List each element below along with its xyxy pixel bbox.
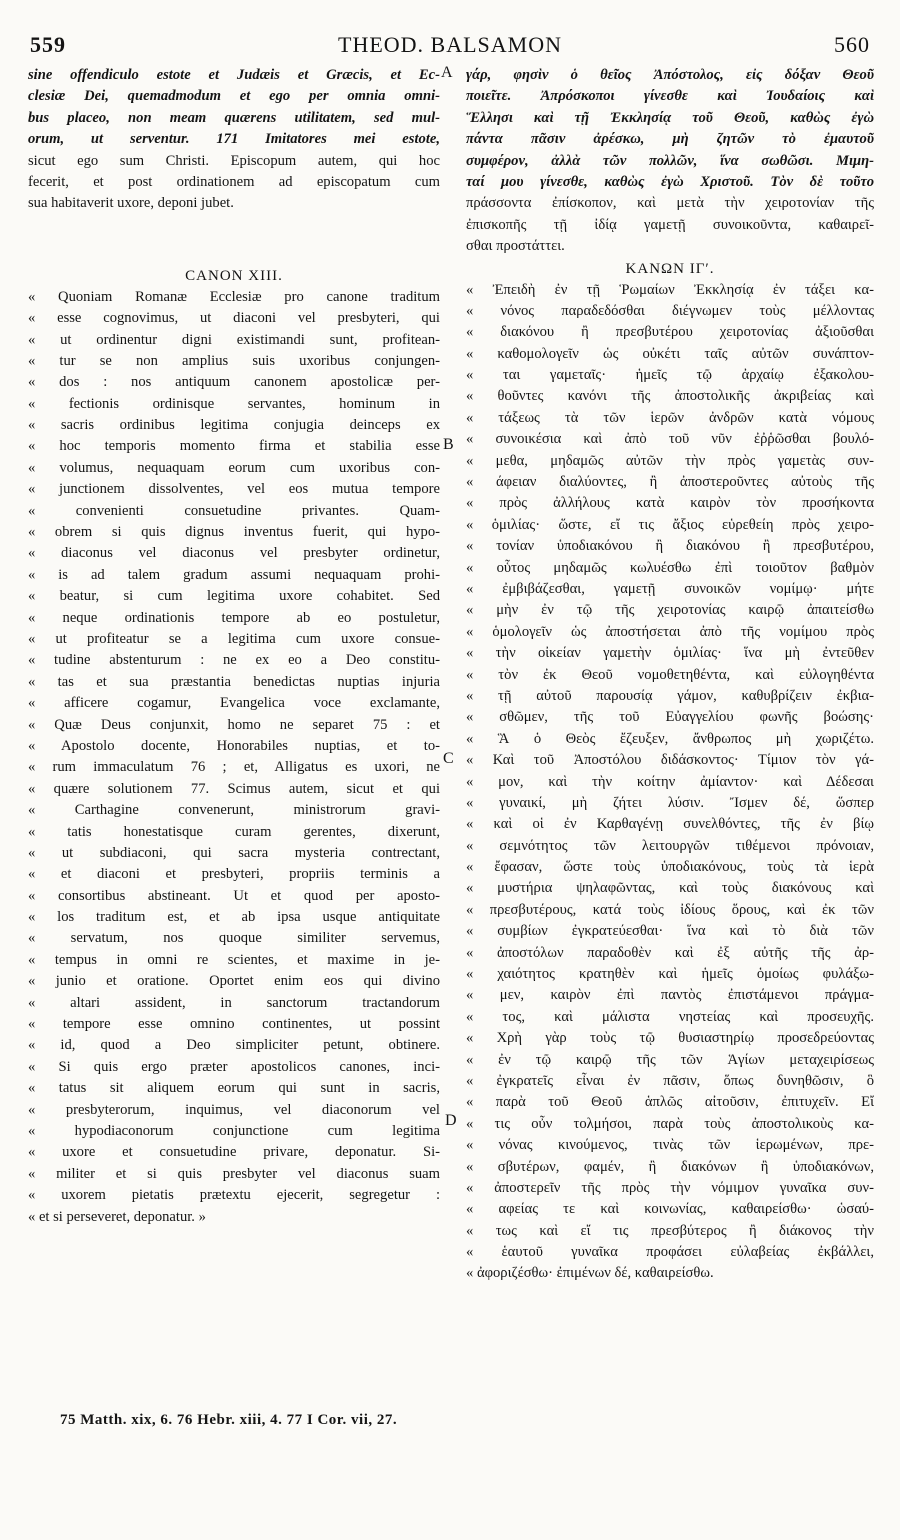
text-line: Ἕλλησι καὶ τῇ Ἐκκλησίᾳ τοῦ Θεοῦ, καθὼς ἐγὼ xyxy=(466,109,874,126)
text-line: « ἐγκρατεῖς εἶναι ἐν πᾶσιν, ὅπως δυνηθῶσιν, ὃ xyxy=(466,1072,874,1089)
text-line: « ὁμολογεῖν ὡς ἀποστήσεται ἀπὸ τῆς νομίμου πρὸς xyxy=(466,623,874,640)
text-line: « ται γαμεταῖς· ἡμεῖς τῷ ἀρχαίῳ ἐξακολου- xyxy=(466,367,874,384)
text-line: « servatum, nos quoque similiter servemus, xyxy=(28,930,440,947)
text-line: « τάξεως τὰ τῶν ἱερῶν ἀνδρῶν κατὰ νόμους xyxy=(466,409,874,426)
text-line: « Carthagine convenerunt, ministrorum gravi- xyxy=(28,802,440,819)
text-line: « άφειαν διαλύοντες, ἢ ἀποστεροῦντες αὐτοὺς τῆς xyxy=(466,474,874,491)
text-line: « tatis honestatisque curam gerentes, dixerunt, xyxy=(28,823,440,840)
text-line: « χαιότητος κρατηθὲν καὶ ἡμεῖς ὁμοίως φυλάξω- xyxy=(466,966,874,983)
text-line: « γυναικί, μὴ ζήτει λύσιν. Ἴσμεν δέ, ὥσπερ xyxy=(466,794,874,811)
text-line: « et si perseveret, deponatur. » xyxy=(28,1208,206,1225)
latin-intro-text xyxy=(28,65,440,215)
text-line: γάρ, φησὶν ὁ θεῖος Ἀπόστολος, εἰς δόξαν Θεοῦ xyxy=(466,67,874,83)
text-line: « ἀφοριζέσθω· ἐπιμένων δέ, καθαιρείσθω. xyxy=(466,1265,714,1282)
text-line: « τις οὖν τολμήσοι, παρὰ τοὺς ἀποστολικοὺς κα- xyxy=(466,1115,874,1132)
text-line: « οὗτος μηδαμῶς κωλυέσθω ἐπὶ τοιοῦτον βαθμὸν xyxy=(466,559,874,576)
text-line: « Ἐπειδὴ ἐν τῇ Ῥωμαίων Ἐκκλησίᾳ ἐν τάξει κα- xyxy=(466,281,874,298)
text-line: « rum immaculatum 76 ; et, Alligatus es uxori, ne xyxy=(28,759,440,776)
text-line: « ut profiteatur se a legitima cum uxore consue- xyxy=(28,630,440,647)
margin-letter-a: A xyxy=(441,64,453,81)
text-line: « καθομολογεῖν ὡς οὐκέτι ταῖς αὐτῶν συνάπτον- xyxy=(466,345,874,362)
text-line: « τονίαν ὑποδιακόνου ἢ διακόνου ἢ πρεσβυτέρου, xyxy=(466,538,874,555)
text-line: « ἐμβιβάζεσθαι, γαμετῇ συνοικῶν νομίμῳ· μήτε xyxy=(466,580,874,597)
text-line: « ὁμιλίας· ὥστε, εἴ τις ἄξιος εὑρεθείη πρὸς χειρο- xyxy=(466,516,874,533)
text-line: ταί μου γίνεσθε, καθὼς ἐγὼ Χριστοῦ. Τὸν δὲ τοῦτο xyxy=(466,173,874,190)
text-line: « ἀποστόλων παραδοθὲν καὶ ἐξ αὐτῆς τῆς ἀρ- xyxy=(466,944,874,961)
text-line: sine offendiculo estote et Judæis et Græcis, et Ec- xyxy=(28,67,440,83)
text-line: « θοῦντες κανόνι τῆς ἀποστολικῆς ἀκριβείας καὶ xyxy=(466,388,874,405)
text-line: « μὴν ἐν τῷ τῆς χειροτονίας καιρῷ ἀπαιτείσθω xyxy=(466,602,874,619)
text-line: clesiæ Dei, quemadmodum et ego per omnia omni- xyxy=(28,88,440,105)
text-line: « beatur, si cum legitima uxore cohabitet. Sed xyxy=(28,588,440,605)
greek-canon-title: ΚΑΝΩΝ ΙΓʹ. xyxy=(625,260,715,277)
text-line: « Quæ Deus conjunxit, homo ne separet 75 : et xyxy=(28,716,440,733)
text-line: « τος, καὶ μάλιστα νηστείας καὶ προσευχῆς. xyxy=(466,1008,874,1025)
text-line: « altari assident, in sanctorum tractandorum xyxy=(28,994,440,1011)
text-line: « πρὸς ἀλλήλους κατὰ καιρὸν τὸν προσήκοντα xyxy=(466,495,874,512)
text-line: « tempus in omni re scientes, et maxime in je- xyxy=(28,951,440,968)
text-line: « ἔφασαν, ὥστε τοὺς ὑποδιακόνους, τοὺς τὰ ἱερὰ xyxy=(466,859,874,876)
text-line: « los traditum est, et ab ipsa usque antiquitate xyxy=(28,909,440,926)
text-line: « τὸν ἐκ Θεοῦ νομοθετηθέντα, καὶ εὐλογηθέντα xyxy=(466,666,874,683)
text-line: πάντα πᾶσιν ἀρέσκω, μὴ ζητῶν τὸ ἐμαυτοῦ xyxy=(466,131,874,148)
text-line: « καὶ οἱ ἐν Καρθαγένῃ συνελθόντες, τῆς ἐν βίῳ xyxy=(466,816,874,833)
text-line: « νόνας κινούμενος, τινὰς τῶν ἱερωμένων, πρε- xyxy=(466,1137,874,1154)
text-line: « Καὶ τοῦ Ἀποστόλου διδάσκοντος· Τίμιον τὸν γά- xyxy=(466,752,874,769)
text-line: ποιεῖτε. Ἀπρόσκοποι γίνεσθε καὶ Ἰουδαίοις καὶ xyxy=(466,88,874,105)
text-line: « τὴν οἰκείαν γαμετὴν ὁμιλίας· ἵνα μὴ ἐντεῦθεν xyxy=(466,645,874,662)
text-line: « διακόνου ἢ πρεσβυτέρου χειροτονίας ἀξιοῦσθαι xyxy=(466,324,874,341)
text-line: sua habitaverit uxore, deponi jubet. xyxy=(28,195,234,212)
text-line: « σθῶμεν, τῆς τοῦ Εὐαγγελίου φωνῆς βοώσης· xyxy=(466,709,874,726)
text-line: « ἐν τῷ καιρῷ τῆς τῶν Ἁγίων μεταχειρίσεως xyxy=(466,1051,874,1068)
text-line: « id, quod a Deo simpliciter petunt, obtinere. xyxy=(28,1037,440,1054)
text-line: « fectionis ordinisque servantes, hominum in xyxy=(28,395,440,412)
text-line: « tas et sua præstantia benedictas nuptias injuria xyxy=(28,673,440,690)
greek-column xyxy=(466,65,874,1285)
text-line: συμφέρον, ἀλλὰ τῶν πολλῶν, ἵνα σωθῶσι. Μιμη- xyxy=(466,152,874,169)
text-line: « junio et oratione. Oportet enim eos qui divino xyxy=(28,973,440,990)
text-line: orum, ut serventur. 171 Imitatores mei estote, xyxy=(28,131,440,148)
text-line: « quære solutionem 77. Scimus autem, sicut et qui xyxy=(28,780,440,797)
text-line: πράσσοντα ἐπίσκοπον, καὶ μετὰ τὴν χειροτονίαν τῆς xyxy=(466,195,874,212)
text-line: « συμβίων ἐγκρατεύεσθαι· ἵνα καὶ τὸ διὰ τῶν xyxy=(466,923,874,940)
text-line: « συνοικέσια καὶ ἀπὸ τοῦ νῦν ἐῤῥῶσθαι βουλό- xyxy=(466,431,874,448)
text-line: σθαι προστάττει. xyxy=(466,238,565,255)
text-line: « μον, καὶ τὴν κοίτην ἀμίαντον· καὶ Δέδεσαι xyxy=(466,773,874,790)
text-line: « μεν, καιρὸν ἐπὶ παντὸς ἐπιστάμενοι πράγμα- xyxy=(466,987,874,1004)
text-line: « Si quis ergo præter apostolicos canones, inci- xyxy=(28,1058,440,1075)
text-line: « hoc temporis momento firma et stabilia esse xyxy=(28,438,440,455)
text-line: « tatus sit aliquem eorum qui sunt in sacris, xyxy=(28,1080,440,1097)
text-line: « πρεσβυτέρους, κατά τοὺς ἰδίους ὅρους, καὶ ἐκ τῶν xyxy=(466,901,874,918)
text-line: « τως καὶ εἴ τις πρεσβύτερος ἢ διάκονος τὴν xyxy=(466,1222,874,1239)
text-line: « neque ordinationis tempore ab eo postuletur, xyxy=(28,609,440,626)
text-line: « uxore et consuetudine privare, deponatur. Si- xyxy=(28,1144,440,1161)
footnotes: 75 Matth. xix, 6. 76 Hebr. xiii, 4. 77 I Cor. vii, 27. xyxy=(60,1412,398,1428)
text-line: « tempore esse omnino continentes, ut possint xyxy=(28,1016,440,1033)
running-header xyxy=(30,32,870,62)
text-line: « diaconus vel diaconus vel presbyter ordinetur, xyxy=(28,545,440,562)
text-line: « is ad talem gradum assumi nequaquam prohi- xyxy=(28,566,440,583)
text-line: « hypodiaconorum conjunctione cum legitima xyxy=(28,1122,440,1139)
text-line: « ἑαυτοῦ γυναῖκα προφάσει εὐλαβείας ἐκβάλλει, xyxy=(466,1244,874,1261)
text-line: « σβυτέρων, φαμέν, ἢ διακόνων ἢ ὑποδιακόνων, xyxy=(466,1158,874,1175)
text-line: « obrem si quis dignus inventus fuerit, qui hypo- xyxy=(28,524,440,541)
margin-letter-d: D xyxy=(445,1112,457,1129)
text-line: « ut ordinentur digni existimandi sunt, profitean- xyxy=(28,331,440,348)
text-line: « ἀποστερεῖν τῆς πρὸς τὴν νόμιμον γυναῖκα συν- xyxy=(466,1179,874,1196)
text-line: « esse cognovimus, ut diaconi vel presbyteri, qui xyxy=(28,310,440,327)
text-line: « presbyterorum, inquimus, vel diaconorum vel xyxy=(28,1101,440,1118)
text-line: « αφείας τε καὶ κοινωνίας, καθαιρείσθω· ὡσαύ- xyxy=(466,1201,874,1218)
text-line: « Quoniam Romanæ Ecclesiæ pro canone traditum xyxy=(28,288,440,305)
page-number-left: 559 xyxy=(30,32,66,57)
text-line: « et diaconi et presbyteri, propriis terminis a xyxy=(28,866,440,883)
text-line: « militer et si quis presbyter vel diaconus suam xyxy=(28,1165,440,1182)
text-line: « sacris ordinibus legitima conjugia deinceps ex xyxy=(28,417,440,434)
text-line: « Ἃ ὁ Θεὸς ἔζευξεν, ἄνθρωπος μὴ χωριζέτω. xyxy=(466,730,874,747)
text-line: « Apostolo docente, Honorabiles nuptias, et to- xyxy=(28,737,440,754)
column-gap xyxy=(28,215,440,265)
latin-canon-title: CANON XIII. xyxy=(185,267,283,284)
greek-canon-text xyxy=(466,280,874,1285)
text-line: « παρὰ τοῦ Θεοῦ ἁπλῶς αἰτοῦσιν, ἐπιτυχεῖν. Εἴ xyxy=(466,1094,874,1111)
text-line: « tudine abstenturum : ne ex eo a Deo constitu- xyxy=(28,652,440,669)
latin-column xyxy=(28,65,440,1228)
text-line: « afficere cogamur, Evangelica voce exclamante, xyxy=(28,695,440,712)
greek-intro-text xyxy=(466,65,874,258)
text-line: « νόνος παραδεδόσθαι διέγνωμεν τοὺς μέλλοντας xyxy=(466,302,874,319)
text-line: « Χρὴ γὰρ τοὺς τῷ θυσιαστηρίῳ προσεδρεύοντας xyxy=(466,1030,874,1047)
text-line: « dos : nos antiquum canonem apostolicæ per- xyxy=(28,374,440,391)
text-line: « μεθα, μηδαμῶς αὐτῶν τὴν πρὸς γαμετὰς συν- xyxy=(466,452,874,469)
margin-letter-b: B xyxy=(443,436,454,453)
running-title: THEOD. BALSAMON xyxy=(338,32,562,57)
text-line: « tur se non amplius suis uxoribus conjungen- xyxy=(28,352,440,369)
text-line: sicut ego sum Christi. Episcopum autem, qui hoc xyxy=(28,152,440,169)
text-line: « τῇ αὐτοῦ παρουσίᾳ γάμον, καθυβρίζειν ἐκβια- xyxy=(466,687,874,704)
text-line: « consortibus abstineant. Ut et quod per aposto- xyxy=(28,887,440,904)
latin-canon-text xyxy=(28,287,440,1228)
text-line: « σεμνότητος τῶν λειτουργῶν τιθέμενοι πρόνοιαν, xyxy=(466,837,874,854)
text-line: « volumus, nequaquam eorum cum uxoribus con- xyxy=(28,459,440,476)
text-line: « junctionem dissolventes, vel eos mutua tempore xyxy=(28,481,440,498)
text-line: ἐπισκοπῆς τῇ ἰδίᾳ γαμετῇ συνοικοῦντα, καθαιρεῖ- xyxy=(466,216,874,233)
margin-letter-c: C xyxy=(443,750,454,767)
text-line: « convenienti consuetudine privantes. Quam- xyxy=(28,502,440,519)
page-number-right: 560 xyxy=(834,32,870,57)
text-line: « μυστήρια ψηλαφῶντας, καὶ τοὺς διακόνους καὶ xyxy=(466,880,874,897)
text-line: fecerit, et post ordinationem ad episcopatum cum xyxy=(28,173,440,190)
text-line: « uxorem pietatis prætextu ejecerit, segregetur : xyxy=(28,1187,440,1204)
text-line: « ut subdiaconi, qui sacra mysteria contrectant, xyxy=(28,844,440,861)
text-line: bus placeo, non meam quærens utilitatem, sed mul- xyxy=(28,109,440,126)
